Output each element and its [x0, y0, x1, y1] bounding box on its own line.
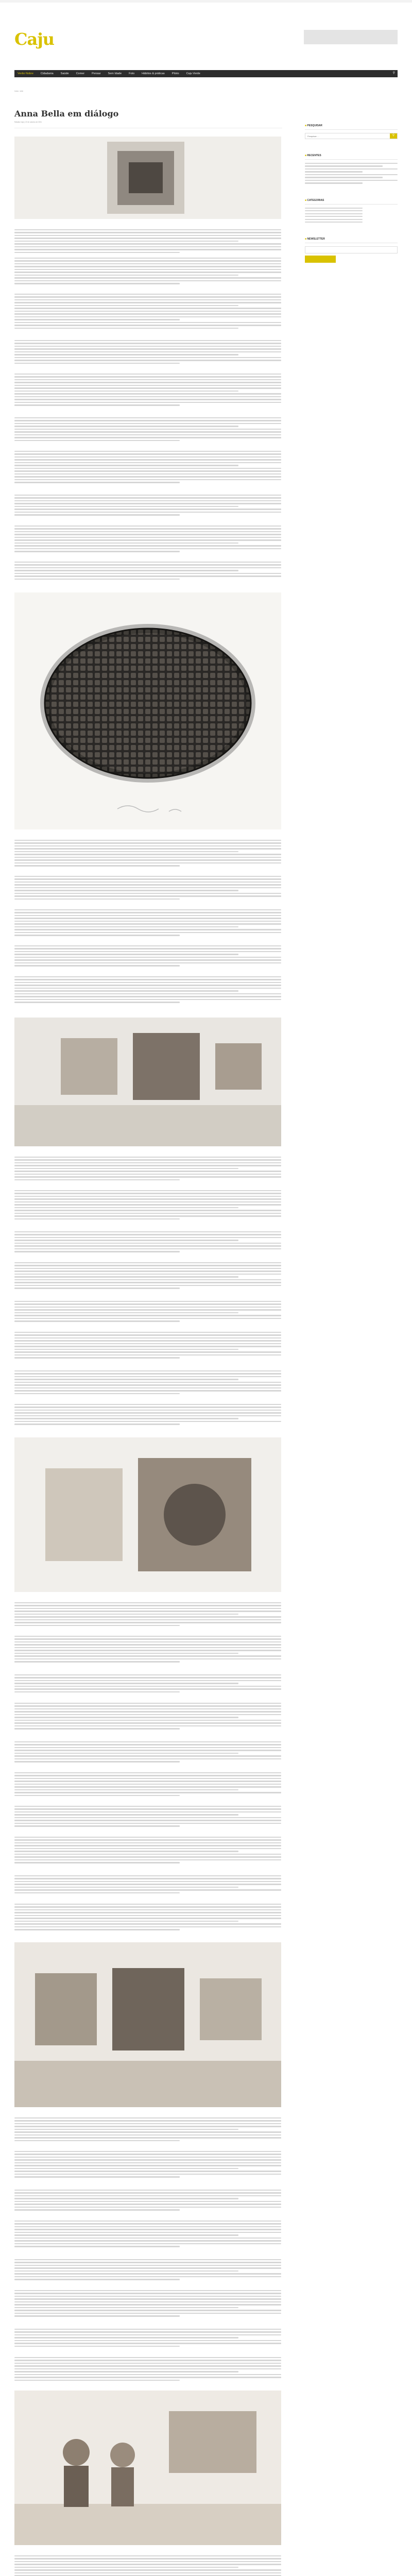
- sidebar: [305, 124, 398, 263]
- nav-item-verao-nobre[interactable]: Verão Nobre: [18, 72, 33, 75]
- nav-item-piloto[interactable]: Piloto: [171, 72, 179, 75]
- article-paragraph: [14, 495, 281, 517]
- nav-item-pensar[interactable]: Pensar: [92, 72, 101, 75]
- widget-title: ■ NEWSLETTER: [305, 237, 398, 243]
- article-paragraph: [14, 229, 281, 255]
- article-paragraph: [14, 1703, 281, 1731]
- article-paragraph: [14, 2221, 281, 2249]
- search-input[interactable]: [305, 133, 390, 139]
- article-paragraph: [14, 945, 281, 968]
- article-header: [14, 90, 282, 128]
- nav-item-cidadania[interactable]: Cidadania: [40, 72, 54, 75]
- exhibition-photo-svg: [14, 1437, 281, 1592]
- article-paragraph: [14, 1231, 281, 1254]
- recent-posts-list[interactable]: [305, 163, 398, 184]
- header-banner: [304, 30, 398, 44]
- article-paragraph: [14, 294, 281, 330]
- article-paragraph: [14, 1806, 281, 1828]
- article-paragraph: [14, 374, 281, 408]
- gallery-photo-svg: [14, 1942, 281, 2107]
- breadcrumb: Início › Arte: [14, 90, 24, 92]
- nav-item-comer[interactable]: Comer: [76, 72, 85, 75]
- article-paragraph: [14, 1772, 281, 1798]
- artwork-image: [14, 2391, 281, 2545]
- newsletter-submit-button[interactable]: [305, 256, 336, 263]
- article-paragraph: [14, 1262, 281, 1291]
- artwork-image: [14, 1942, 281, 2107]
- article-paragraph: [14, 417, 281, 443]
- nav-item-foto[interactable]: Foto: [129, 72, 135, 75]
- article-paragraph: [14, 2151, 281, 2179]
- article-paragraph: [14, 1301, 281, 1324]
- artwork-image: [14, 1018, 281, 1146]
- widget-title: ■ CATEGORIAS: [305, 198, 398, 205]
- hero-artwork-svg: [14, 137, 281, 219]
- article-paragraph: [14, 1602, 281, 1628]
- article-paragraph: [14, 340, 281, 365]
- article-paragraph: [14, 2290, 281, 2318]
- article-paragraph: [14, 840, 281, 868]
- article-paragraph: [14, 451, 281, 485]
- top-bar: [0, 0, 412, 3]
- article-paragraph: [14, 258, 281, 286]
- main-navbar: [14, 70, 398, 77]
- artwork-image: [14, 592, 281, 829]
- article-paragraph: [14, 1190, 281, 1221]
- newsletter-email-field[interactable]: [305, 246, 398, 253]
- widget-title: ■ RECENTES: [305, 154, 398, 160]
- widget-title: ■ PESQUISAR: [305, 124, 398, 130]
- article-paragraph: [14, 2190, 281, 2212]
- article-paragraph: [14, 976, 281, 1005]
- article-paragraph: [14, 2117, 281, 2143]
- article-paragraph: [14, 1370, 281, 1396]
- article-paragraph: [14, 2555, 281, 2576]
- sidebar-search: [305, 133, 398, 139]
- article-paragraph: [14, 1837, 281, 1865]
- article-paragraph: [14, 1674, 281, 1694]
- article-paragraph: [14, 2357, 281, 2382]
- article-paragraph: [14, 2329, 281, 2348]
- search-button[interactable]: ⚲: [390, 133, 397, 139]
- article-paragraph: [14, 1157, 281, 1182]
- article-paragraph: [14, 1332, 281, 1360]
- hero-image: [14, 137, 281, 219]
- article-paragraph: [14, 2259, 281, 2282]
- nav-item-habitos[interactable]: Hábitos & práticas: [142, 72, 165, 75]
- article-paragraph: [14, 1875, 281, 1895]
- article-paragraph: [14, 562, 281, 581]
- nav-item-caju-verde[interactable]: Caju Verde: [186, 72, 200, 75]
- artwork-image: [14, 1437, 281, 1592]
- nav-item-sem-idade[interactable]: Sem Idade: [108, 72, 122, 75]
- article-byline: Rafaela Cajú | 22 de outubro de 2021: [14, 121, 42, 124]
- sculpture-artwork-svg: [14, 592, 281, 829]
- event-photo-svg: [14, 2391, 281, 2545]
- search-icon[interactable]: ⚲: [392, 72, 395, 75]
- installation-photo-svg: [14, 1018, 281, 1146]
- article-paragraph: [14, 1404, 281, 1427]
- article-paragraph: [14, 1636, 281, 1664]
- categories-list[interactable]: [305, 208, 398, 223]
- article-paragraph: [14, 1904, 281, 1932]
- page-title: Anna Bella em diálogo: [14, 109, 119, 119]
- article-paragraph: [14, 909, 281, 938]
- nav-item-saude[interactable]: Saúde: [60, 72, 69, 75]
- article-paragraph: [14, 876, 281, 901]
- article-paragraph: [14, 526, 281, 554]
- site-logo[interactable]: Caju: [14, 29, 55, 49]
- article-paragraph: [14, 1741, 281, 1764]
